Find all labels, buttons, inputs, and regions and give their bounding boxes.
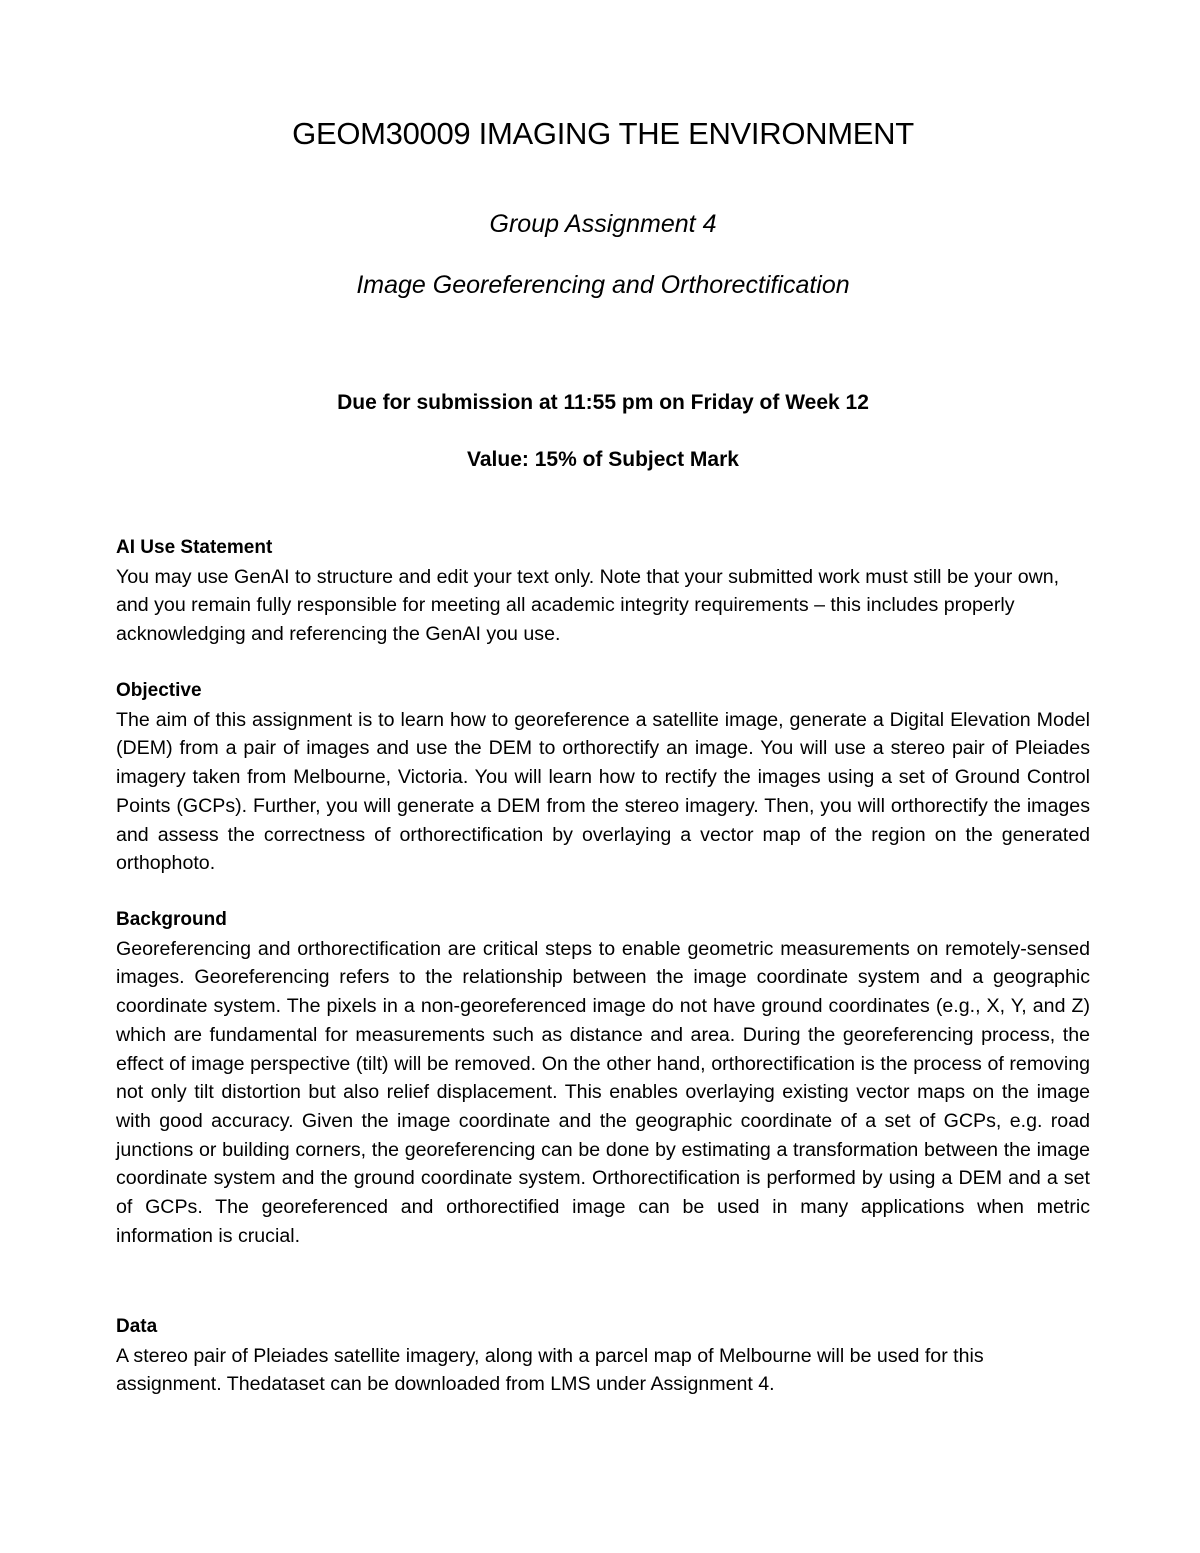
assignment-number: Group Assignment 4 bbox=[489, 210, 717, 238]
document-title: GEOM30009 IMAGING THE ENVIRONMENT bbox=[292, 116, 914, 151]
data-body: A stereo pair of Pleiades satellite imagery, along with a parcel map of Melbourne will be used for this assignment. Thedataset can be downloaded from LMS under Assignment 4. bbox=[116, 1344, 984, 1396]
data-heading: Data bbox=[116, 1316, 158, 1337]
due-date: Due for submission at 11:55 pm on Friday of Week 12 bbox=[337, 391, 869, 414]
assignment-value: Value: 15% of Subject Mark bbox=[467, 448, 739, 471]
ai-use-section bbox=[116, 534, 1090, 649]
objective-heading: Objective bbox=[116, 680, 202, 701]
ai-use-body: You may use GenAI to structure and edit your text only. Note that your submitted work must still be your own, and you remain fully responsible for meeting all academic integrity requirements – this includes properly acknowledging and referencing the GenAI you use. bbox=[116, 565, 1060, 646]
objective-section bbox=[116, 677, 1090, 878]
assignment-topic: Image Georeferencing and Orthorectification bbox=[356, 271, 850, 299]
ai-use-heading: AI Use Statement bbox=[116, 537, 273, 558]
objective-body: The aim of this assignment is to learn how to georeference a satellite image, generate a Digital Elevation Model (DEM) from a pair of images and use the DEM to orthorectify an image. You will use a stereo pair of Pleiades imagery taken from Melbourne, Victoria. You will learn how to rectify the images using a set of Ground Control Points (GCPs). Further, you will generate a DEM from the stereo imagery. Then, you will orthorectify the images and assess the correctness of orthorectification by overlaying a vector map of the region on the generated orthophoto. bbox=[116, 708, 1090, 875]
background-body: Georeferencing and orthorectification are critical steps to enable geometric measurements on remotely-sensed images. Georeferencing refers to the relationship between the image coordinate system and a geographic coordinate system. The pixels in a non-georeferenced image do not have ground coordinates (e.g., X, Y, and Z) which are fundamental for measurements such as distance and area. During the georeferencing process, the effect of image perspective (tilt) will be removed. On the other hand, orthorectification is the process of removing not only tilt distortion but also relief displacement. This enables overlaying existing vector maps on the image with good accuracy. Given the image coordinate and the geographic coordinate of a set of GCPs, e.g. road junctions or building corners, the georeferencing can be done by estimating a transformation between the image coordinate system and the ground coordinate system. Orthorectification is performed by using a DEM and a set of GCPs. The georeferenced and orthorectified image can be used in many applications when metric information is crucial. bbox=[116, 937, 1090, 1247]
background-heading: Background bbox=[116, 909, 227, 930]
data-section bbox=[116, 1313, 1090, 1399]
background-section bbox=[116, 906, 1090, 1250]
